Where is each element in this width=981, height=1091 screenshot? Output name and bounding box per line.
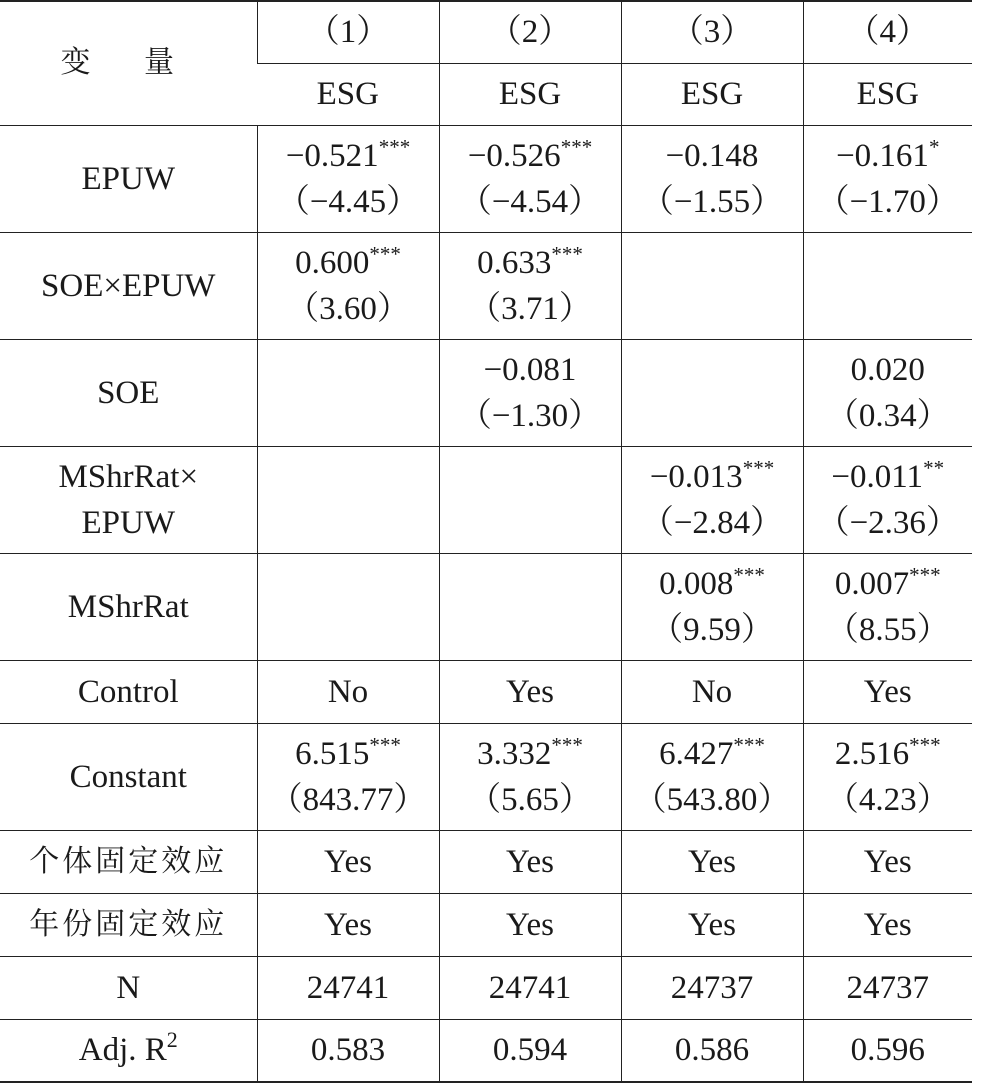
cell-mshrrat-2 (439, 553, 621, 660)
cell-constant-3 (621, 723, 803, 830)
row-year-fixed-effects (0, 893, 972, 956)
row-label-epuw: EPUW (0, 125, 257, 232)
cell-firm-fe-4: Yes (803, 830, 972, 893)
t-statistic: （3.60） (286, 290, 410, 327)
t-statistic: （−4.45） (276, 183, 420, 220)
cell-constant-1 (257, 723, 439, 830)
row-control (0, 660, 972, 723)
cell-year-fe-3: Yes (621, 893, 803, 956)
coefficient: 0.007*** (834, 562, 941, 602)
header-row-columns (0, 1, 972, 63)
row-label-line-1: MShrRat× (58, 458, 199, 495)
t-statistic: （843.77） (269, 781, 427, 818)
cell-year-fe-2: Yes (439, 893, 621, 956)
cell-constant-4 (803, 723, 972, 830)
cell-mshrrat-4 (803, 553, 972, 660)
cell-n-4: 24737 (803, 956, 972, 1019)
cell-year-fe-4: Yes (803, 893, 972, 956)
cell-epuw-4 (803, 125, 972, 232)
t-statistic: （−2.36） (816, 504, 959, 541)
t-statistic: （3.71） (468, 290, 592, 327)
coefficient: 0.600*** (295, 241, 401, 281)
cell-soe-1 (257, 339, 439, 446)
dep-var-2: ESG (439, 63, 621, 125)
cell-mshrrat-epuw-2 (439, 446, 621, 553)
dep-var-4: ESG (803, 63, 972, 125)
cell-firm-fe-2: Yes (439, 830, 621, 893)
cell-constant-2 (439, 723, 621, 830)
cell-n-3: 24737 (621, 956, 803, 1019)
cell-soe-epuw-1 (257, 232, 439, 339)
column-header-1: （1） (257, 1, 439, 63)
row-label-control: Control (0, 660, 257, 723)
t-statistic: （5.65） (468, 781, 592, 818)
significance-stars: *** (378, 134, 411, 159)
coefficient: −0.081 (483, 351, 577, 388)
row-soe (0, 339, 972, 446)
cell-adj-r2-3: 0.586 (621, 1019, 803, 1082)
cell-firm-fe-3: Yes (621, 830, 803, 893)
significance-stars: ** (923, 455, 945, 480)
cell-n-2: 24741 (439, 956, 621, 1019)
t-statistic: （−4.54） (458, 183, 602, 220)
significance-stars: * (928, 134, 940, 159)
dep-var-3: ESG (621, 63, 803, 125)
row-label-soe: SOE (0, 339, 257, 446)
column-header-2: （2） (439, 1, 621, 63)
row-label-firm-fixed-effects: 个体固定效应 (0, 830, 257, 893)
cell-control-3: No (621, 660, 803, 723)
coefficient: 0.633*** (477, 241, 583, 281)
cell-epuw-3 (621, 125, 803, 232)
cell-mshrrat-epuw-3 (621, 446, 803, 553)
row-mshrrat-epuw (0, 446, 972, 553)
coefficient: −0.013*** (649, 455, 775, 495)
cell-soe-4 (803, 339, 972, 446)
row-label-constant: Constant (0, 723, 257, 830)
coefficient: 6.427*** (659, 732, 765, 772)
row-mshrrat (0, 553, 972, 660)
significance-stars: *** (742, 455, 775, 480)
significance-stars: *** (909, 562, 941, 587)
coefficient: 2.516*** (834, 732, 941, 772)
cell-epuw-1 (257, 125, 439, 232)
cell-mshrrat-1 (257, 553, 439, 660)
t-statistic: （−1.30） (458, 397, 602, 434)
cell-soe-epuw-2 (439, 232, 621, 339)
t-statistic: （−1.70） (816, 183, 959, 220)
row-epuw (0, 125, 972, 232)
cell-control-4: Yes (803, 660, 972, 723)
significance-stars: *** (369, 241, 401, 266)
column-header-4: （4） (803, 1, 972, 63)
cell-year-fe-1: Yes (257, 893, 439, 956)
t-statistic: （4.23） (825, 781, 950, 818)
t-statistic: （543.80） (633, 781, 791, 818)
coefficient: 6.515*** (295, 732, 401, 772)
t-statistic: （−1.55） (640, 183, 784, 220)
dep-var-1: ESG (257, 63, 439, 125)
cell-mshrrat-epuw-1 (257, 446, 439, 553)
cell-soe-2 (439, 339, 621, 446)
variable-header: 变 量 (0, 1, 257, 125)
row-label-line-2: EPUW (81, 504, 175, 541)
column-header-3: （3） (621, 1, 803, 63)
significance-stars: *** (551, 732, 583, 757)
cell-firm-fe-1: Yes (257, 830, 439, 893)
row-firm-fixed-effects (0, 830, 972, 893)
cell-adj-r2-4: 0.596 (803, 1019, 972, 1082)
t-statistic: （−2.84） (640, 504, 784, 541)
coefficient: 0.020 (850, 351, 925, 388)
r-squared-exponent: 2 (166, 1027, 178, 1053)
cell-control-2: Yes (439, 660, 621, 723)
significance-stars: *** (551, 241, 583, 266)
cell-epuw-2 (439, 125, 621, 232)
significance-stars: *** (560, 134, 593, 159)
cell-n-1: 24741 (257, 956, 439, 1019)
cell-soe-epuw-4 (803, 232, 972, 339)
coefficient: −0.521*** (285, 134, 411, 174)
coefficient: −0.161* (836, 134, 940, 174)
significance-stars: *** (909, 732, 941, 757)
row-n (0, 956, 972, 1019)
significance-stars: *** (733, 732, 765, 757)
t-statistic: （0.34） (825, 397, 950, 434)
row-label-soe-epuw: SOE×EPUW (0, 232, 257, 339)
coefficient: −0.011** (831, 455, 945, 495)
row-label-mshrrat: MShrRat (0, 553, 257, 660)
cell-mshrrat-3 (621, 553, 803, 660)
row-label-n: N (0, 956, 257, 1019)
cell-mshrrat-epuw-4 (803, 446, 972, 553)
coefficient: −0.526*** (467, 134, 593, 174)
significance-stars: *** (369, 732, 401, 757)
row-label-year-fixed-effects: 年份固定效应 (0, 893, 257, 956)
t-statistic: （8.55） (825, 611, 950, 648)
cell-adj-r2-2: 0.594 (439, 1019, 621, 1082)
row-adj-r2 (0, 1019, 972, 1082)
cell-soe-3 (621, 339, 803, 446)
t-statistic: （9.59） (650, 611, 774, 648)
cell-soe-epuw-3 (621, 232, 803, 339)
row-constant (0, 723, 972, 830)
cell-adj-r2-1: 0.583 (257, 1019, 439, 1082)
coefficient: 0.008*** (659, 562, 765, 602)
cell-control-1: No (257, 660, 439, 723)
row-soe-epuw (0, 232, 972, 339)
row-label-mshrrat-epuw (0, 446, 257, 553)
coefficient: −0.148 (665, 137, 759, 174)
significance-stars: *** (733, 562, 765, 587)
adj-r-label: Adj. R (78, 1032, 167, 1069)
row-label-adj-r2 (0, 1019, 257, 1082)
coefficient: 3.332*** (477, 732, 583, 772)
